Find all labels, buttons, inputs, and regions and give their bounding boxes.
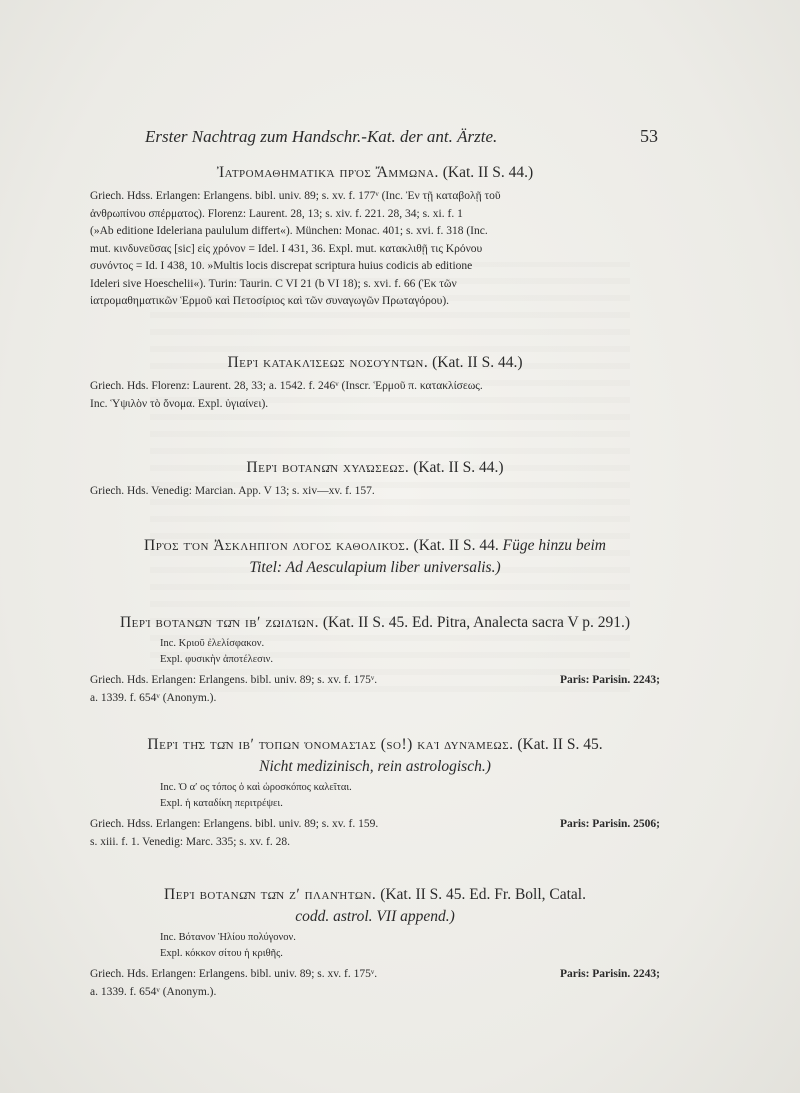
- manuscript-line: Inc. Ὑψιλὸν τὸ ὄνομα. Expl. ὑγιαίνει).: [90, 397, 269, 410]
- entry-title-note: Füge hinzu beim: [502, 537, 606, 554]
- entry-title-greek: Πρὸς τὸν Ἀσκληπιὸν λόγος καθολικός.: [144, 537, 410, 554]
- entry-pros-asklepion: [90, 535, 660, 579]
- explicit: Expl. ἡ καταδίκη περιτρέψει.: [160, 798, 283, 809]
- entry-title-ref: (Kat. II S. 44.): [432, 354, 523, 371]
- manuscript-line: ἰατρομαθηματικῶν Ἑρμοῦ καὶ Πετοσίριος καὶ τῶν συναγωγῶν Πρωταγόρου).: [90, 295, 450, 307]
- entry-title-greek: Περὶ βοτανῶν τῶν ιβʹ ζῳδίων.: [119, 614, 319, 631]
- manuscript-list: [90, 816, 660, 851]
- entry-title-ref: (Kat. II S. 45.: [517, 736, 603, 753]
- incipit: Inc. Ὁ αʹ ος τόπος ὁ καὶ ὡροσκόπος καλεῖται.: [160, 782, 352, 793]
- entry-title: [90, 457, 660, 479]
- entry-iatromathematika: [90, 162, 660, 311]
- entry-title-sub: Titel: Ad Aesculapium liber universalis.): [249, 559, 501, 576]
- incipit: Inc. Βότανον Ἡλίου πολύγονον.: [160, 932, 296, 943]
- manuscript-line: Griech. Hdss. Erlangen: Erlangens. bibl. univ. 89; s. xv. f. 159.: [90, 818, 379, 830]
- entry-title: [90, 612, 660, 634]
- incipit-explicit: [160, 780, 660, 812]
- entry-title-greek: Περὶ τῆς τῶν ιβʹ τόπων ὀνομασίας (so!) καὶ δυνάμεως.: [147, 736, 514, 753]
- manuscript-list: [90, 483, 660, 501]
- entry-title-sub: Nicht medizinisch, rein astrologisch.): [259, 758, 491, 775]
- entry-title: [90, 884, 660, 928]
- incipit-explicit: [160, 930, 660, 962]
- manuscript-list: [90, 378, 660, 413]
- incipit: Inc. Κριοῦ ἐλελίσφακον.: [160, 638, 265, 649]
- manuscript-line: Griech. Hds. Florenz: Laurent. 28, 33; a. 1542. f. 246ᵛ (Inscr. Ἑρμοῦ π. κατακλίσεως.: [90, 380, 483, 392]
- explicit: Expl. φυσικὴν ἀποτέλεσιν.: [160, 654, 274, 665]
- manuscript-row: [90, 816, 660, 834]
- manuscript-line: Griech. Hdss. Erlangen: Erlangens. bibl. univ. 89; s. xv. f. 177ᵛ (Inc. Ἐν τῇ καταβολῇ τοῦ: [90, 190, 501, 202]
- manuscript-line: s. xiii. f. 1. Venedig: Marc. 335; s. xv. f. 28.: [90, 835, 290, 848]
- entry-peri-katakliseos: [90, 352, 660, 413]
- manuscript-line: a. 1339. f. 654ᵛ (Anonym.).: [90, 691, 217, 704]
- manuscript-line-right: Paris: Parisin. 2243;: [560, 674, 660, 686]
- entry-title-ref: (Kat. II S. 45. Ed. Pitra, Analecta sacra V p. 291.): [322, 614, 631, 631]
- entry-peri-botanon-planeton: [90, 884, 660, 1001]
- manuscript-line: ἀνθρωπίνου σπέρματος). Florenz: Laurent. 28, 13; s. xiv. f. 221. 28, 34; s. xi. f. 1: [90, 207, 463, 220]
- incipit-explicit: [160, 636, 660, 668]
- entry-title-ref: (Kat. II S. 45. Ed. Fr. Boll, Catal.: [380, 886, 586, 903]
- entry-title-greek: Περὶ κατακλίσεως νοσούντων.: [227, 354, 429, 371]
- manuscript-line: (»Ab editione Ideleriana paululum differt«). München: Monac. 401; s. xvi. f. 318 (Inc.: [90, 225, 488, 237]
- entry-peri-topon: [90, 734, 660, 851]
- manuscript-line: mut. κινδυνεῦσας [sic] εἰς χρόνον = Idel. I 431, 36. Expl. mut. κατακλιθῇ τις Κρόνου: [90, 242, 483, 255]
- entry-title-ref: (Kat. II S. 44.: [413, 537, 499, 554]
- manuscript-line: Griech. Hds. Erlangen: Erlangens. bibl. univ. 89; s. xv. f. 175ᵛ.: [90, 968, 378, 980]
- entry-title-greek: Περὶ βοτανῶν χυλώσεως.: [246, 459, 410, 476]
- entry-peri-botanon-zodion: [90, 612, 660, 707]
- explicit: Expl. κόκκον σίτου ἡ κριθῆς.: [160, 948, 283, 959]
- manuscript-line-right: Paris: Parisin. 2506;: [560, 818, 660, 830]
- manuscript-list: [90, 672, 660, 707]
- manuscript-list: [90, 188, 660, 311]
- manuscript-line: Griech. Hds. Venedig: Marcian. App. V 13; s. xiv—xv. f. 157.: [90, 485, 375, 497]
- entry-title: [90, 734, 660, 778]
- manuscript-row: [90, 672, 660, 690]
- manuscript-line: Griech. Hds. Erlangen: Erlangens. bibl. univ. 89; s. xv. f. 175ᵛ.: [90, 674, 378, 686]
- entry-title-ref: (Kat. II S. 44.): [413, 459, 504, 476]
- entry-title: [90, 352, 660, 374]
- entry-title: [90, 162, 660, 184]
- manuscript-row: [90, 966, 660, 984]
- manuscript-line: Ideleri sive Hoeschelii«). Turin: Taurin. C VI 21 (b VI 18); s. xvi. f. 66 (Ἐκ τῶν: [90, 277, 457, 290]
- entry-peri-botanon-chyloseos: [90, 457, 660, 501]
- running-title: Erster Nachtrag zum Handschr.-Kat. der ant. Ärzte.: [145, 127, 498, 146]
- entry-title-sub: codd. astrol. VII append.): [295, 908, 455, 925]
- entry-title-greek: Ἰατρομαθηματικὰ πρὸς Ἄμμωνα.: [216, 164, 439, 181]
- manuscript-line: a. 1339. f. 654ᵛ (Anonym.).: [90, 985, 217, 998]
- manuscript-line-right: Paris: Parisin. 2243;: [560, 968, 660, 980]
- entry-title-ref: (Kat. II S. 44.): [442, 164, 534, 181]
- entry-title-greek: Περὶ βοτανῶν τῶν ζʹ πλανήτων.: [164, 886, 377, 903]
- manuscript-list: [90, 966, 660, 1001]
- page-number: 53: [640, 126, 658, 146]
- entry-title: [90, 535, 660, 579]
- manuscript-line: συνόντος = Id. I 438, 10. »Multis locis discrepat scriptura huius codicis ab editione: [90, 260, 473, 272]
